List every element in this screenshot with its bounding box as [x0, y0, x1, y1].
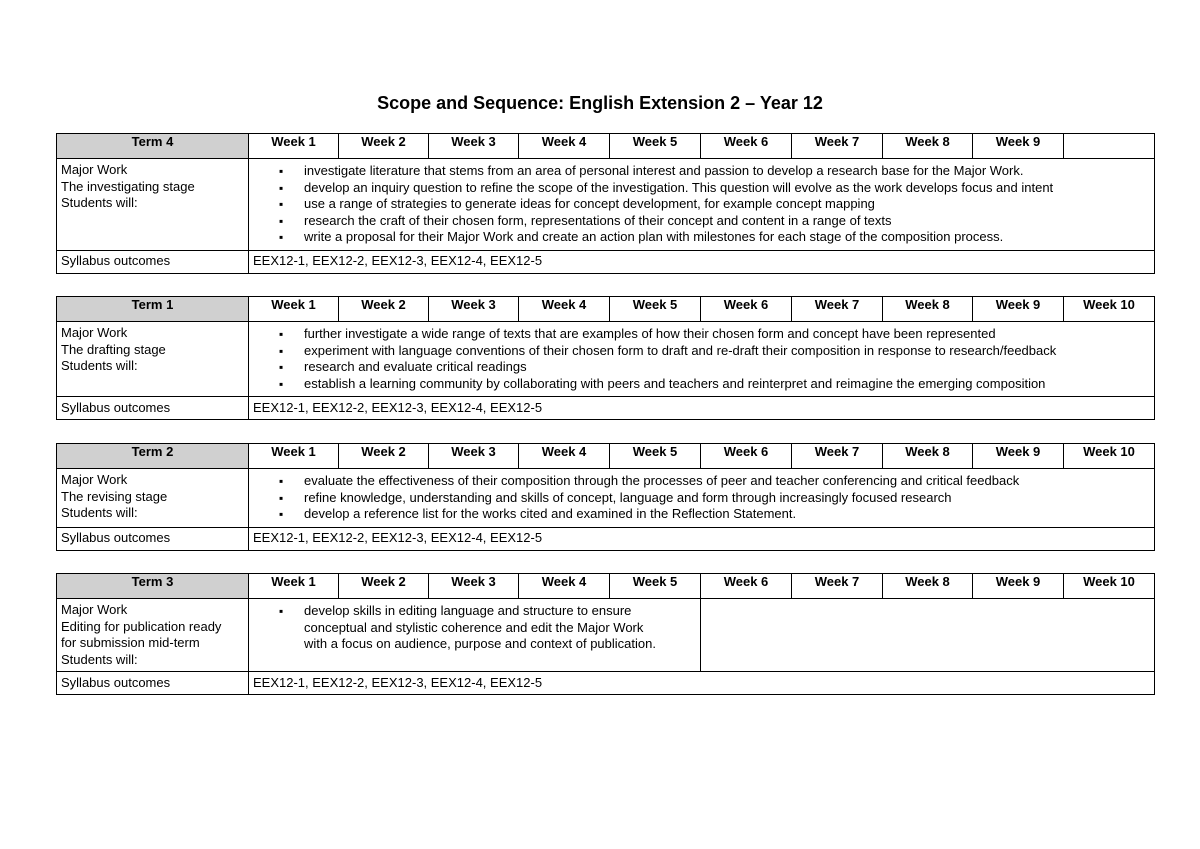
- activity-item: ▪ research and evaluate critical readings: [279, 359, 1154, 376]
- content-row: [57, 159, 1155, 251]
- week-header: Week 5: [610, 297, 701, 322]
- activity-line: ▪ develop skills in editing language and structure to ensure: [304, 603, 632, 618]
- week-header: Week 2: [339, 297, 429, 322]
- week-header: Week 3: [429, 297, 519, 322]
- activity-item: ▪ research the craft of their chosen form, representations of their concept and content in a range of texts: [279, 213, 1154, 230]
- week-header: Week 8: [883, 297, 973, 322]
- activity-item: ▪ further investigate a wide range of texts that are examples of how their chosen form and concept have been represented: [279, 326, 1154, 343]
- week-header: Week 6: [701, 444, 792, 469]
- outcomes-value: EEX12-1, EEX12-2, EEX12-3, EEX12-4, EEX12-5: [249, 397, 1155, 420]
- week-header: Week 8: [883, 134, 973, 159]
- week-header: Week 6: [701, 134, 792, 159]
- term-table-1: [56, 296, 1155, 420]
- week-header: Week 4: [519, 574, 610, 599]
- activity-item: ▪ develop a reference list for the works cited and examined in the Reflection Statement.: [279, 506, 1154, 523]
- stage-label-line: Students will:: [61, 505, 138, 520]
- week-header: Week 4: [519, 444, 610, 469]
- stage-label: [57, 599, 249, 672]
- stage-label-line: Major Work: [61, 162, 128, 177]
- activities-list: [249, 322, 1154, 396]
- outcomes-value: EEX12-1, EEX12-2, EEX12-3, EEX12-4, EEX12-5: [249, 527, 1155, 550]
- week-header: [1064, 134, 1155, 159]
- week-header: Week 1: [249, 574, 339, 599]
- outcomes-row: [57, 397, 1155, 420]
- stage-label-line: Major Work: [61, 602, 128, 617]
- week-header: Week 9: [973, 574, 1064, 599]
- outcomes-label: Syllabus outcomes: [57, 672, 249, 695]
- activities-list: [249, 599, 700, 657]
- outcomes-label: Syllabus outcomes: [57, 250, 249, 273]
- stage-label-line: Editing for publication ready: [61, 618, 222, 634]
- week-header: Week 4: [519, 297, 610, 322]
- term-header-row: [57, 297, 1155, 322]
- week-header: Week 6: [701, 574, 792, 599]
- activity-item: ▪ refine knowledge, understanding and skills of concept, language and form through increasingly focused research: [279, 490, 1154, 507]
- stage-label-line: The investigating stage: [61, 178, 195, 194]
- outcomes-label: Syllabus outcomes: [57, 527, 249, 550]
- activity-item: ▪ use a range of strategies to generate ideas for concept development, for example concept mapping: [279, 196, 1154, 213]
- stage-label-line: Students will:: [61, 651, 138, 667]
- term-header-row: [57, 134, 1155, 159]
- week-header: Week 5: [610, 444, 701, 469]
- activity-item: ▪ write a proposal for their Major Work and create an action plan with milestones for each stage of the composition process.: [279, 229, 1154, 246]
- term-name: Term 4: [57, 134, 249, 159]
- stage-label: [57, 322, 249, 397]
- week-header: Week 9: [973, 134, 1064, 159]
- week-header: Week 5: [610, 574, 701, 599]
- week-header: Week 10: [1064, 574, 1155, 599]
- outcomes-row: [57, 250, 1155, 273]
- activity-item: [279, 603, 700, 653]
- week-header: Week 2: [339, 444, 429, 469]
- week-header: Week 1: [249, 444, 339, 469]
- week-header: Week 7: [792, 297, 883, 322]
- week-header: Week 6: [701, 297, 792, 322]
- activity-line: conceptual and stylistic coherence and edit the Major Work: [304, 619, 644, 635]
- content-row: [57, 322, 1155, 397]
- activities-list: [249, 159, 1154, 250]
- week-header: Week 8: [883, 574, 973, 599]
- stage-label-line: The revising stage: [61, 488, 168, 504]
- term-header-row: [57, 444, 1155, 469]
- week-header: Week 3: [429, 134, 519, 159]
- activity-item: ▪ investigate literature that stems from an area of personal interest and passion to develop a research base for the Major Work.: [279, 163, 1154, 180]
- term-name: Term 3: [57, 574, 249, 599]
- activities-cell: [249, 159, 1155, 251]
- term-table-4: [56, 133, 1155, 274]
- page-title: Scope and Sequence: English Extension 2 – Year 12: [377, 93, 823, 113]
- week-header: Week 7: [792, 134, 883, 159]
- week-header: Week 5: [610, 134, 701, 159]
- outcomes-row: [57, 527, 1155, 550]
- week-header: Week 3: [429, 574, 519, 599]
- week-header: Week 3: [429, 444, 519, 469]
- stage-label-line: The drafting stage: [61, 341, 166, 357]
- activity-item: ▪ establish a learning community by collaborating with peers and teachers and reinterpret and reimagine the emerging composition: [279, 376, 1154, 393]
- week-header: Week 9: [973, 297, 1064, 322]
- stage-label-line: Major Work: [61, 325, 128, 340]
- activity-line: with a focus on audience, purpose and context of publication.: [304, 636, 656, 651]
- week-header: Week 4: [519, 134, 610, 159]
- activity-item: ▪ evaluate the effectiveness of their composition through the processes of peer and teacher conferencing and critical feedback: [279, 473, 1154, 490]
- week-header: Week 7: [792, 444, 883, 469]
- activities-cell: [249, 599, 701, 672]
- week-header: Week 10: [1064, 444, 1155, 469]
- week-header: Week 9: [973, 444, 1064, 469]
- week-header: Week 1: [249, 297, 339, 322]
- week-header: Week 8: [883, 444, 973, 469]
- week-header: Week 2: [339, 574, 429, 599]
- term-name: Term 1: [57, 297, 249, 322]
- content-row: [57, 599, 1155, 672]
- content-row: [57, 469, 1155, 528]
- term-name: Term 2: [57, 444, 249, 469]
- week-header: Week 10: [1064, 297, 1155, 322]
- term-table-2: [56, 443, 1155, 551]
- stage-label-line: for submission mid-term: [61, 635, 200, 650]
- term-header-row: [57, 574, 1155, 599]
- activity-item: ▪ experiment with language conventions of their chosen form to draft and re-draft their composition in response to research/feedback: [279, 343, 1154, 360]
- stage-label: [57, 469, 249, 528]
- stage-label: [57, 159, 249, 251]
- outcomes-row: [57, 672, 1155, 695]
- outcomes-label: Syllabus outcomes: [57, 397, 249, 420]
- week-header: Week 7: [792, 574, 883, 599]
- week-header: Week 1: [249, 134, 339, 159]
- activities-cell: [249, 322, 1155, 397]
- stage-label-line: Students will:: [61, 358, 138, 373]
- week-header: Week 2: [339, 134, 429, 159]
- activities-list: [249, 469, 1154, 527]
- stage-label-line: Major Work: [61, 472, 128, 487]
- outcomes-value: EEX12-1, EEX12-2, EEX12-3, EEX12-4, EEX12-5: [249, 672, 1155, 695]
- term-table-3: [56, 573, 1155, 695]
- empty-cell: [701, 599, 1155, 672]
- outcomes-value: EEX12-1, EEX12-2, EEX12-3, EEX12-4, EEX12-5: [249, 250, 1155, 273]
- activity-item: ▪ develop an inquiry question to refine the scope of the investigation. This question will evolve as the work develops focus and intent: [279, 180, 1154, 197]
- stage-label-line: Students will:: [61, 195, 138, 210]
- activities-cell: [249, 469, 1155, 528]
